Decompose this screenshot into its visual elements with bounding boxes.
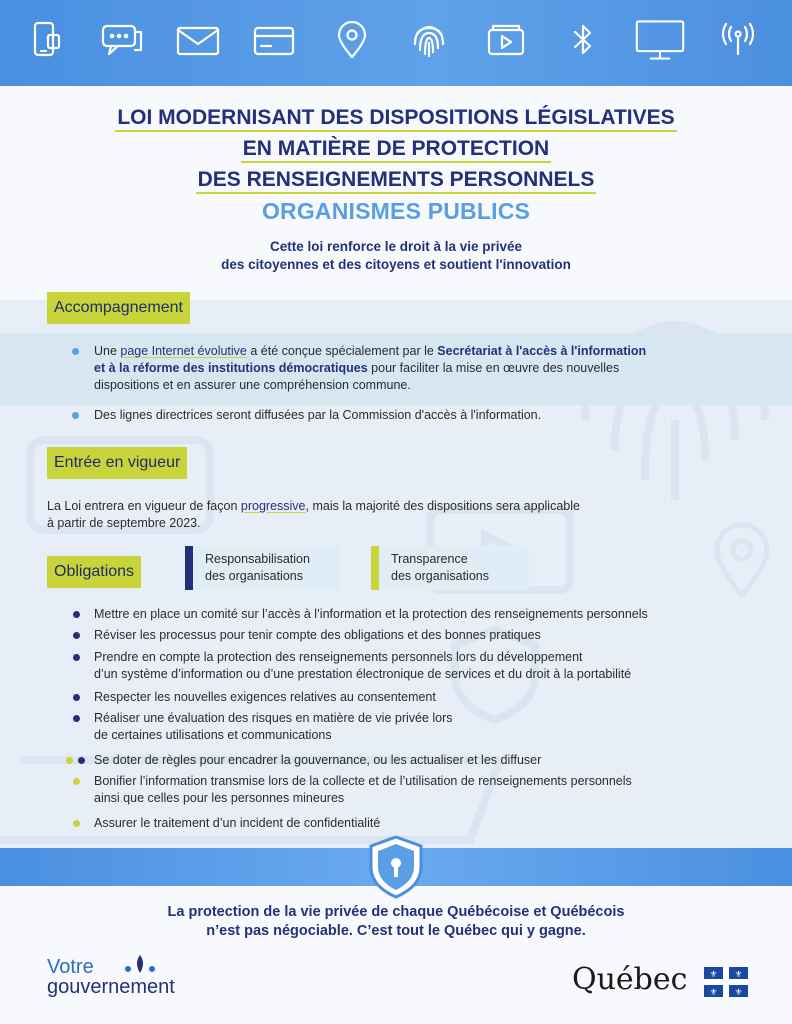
location-pin-icon	[326, 16, 378, 64]
section-label-obligations: Obligations	[47, 556, 141, 588]
bullet-dot	[72, 348, 79, 355]
list-item-text: Prendre en compte la protection des renseignements personnels lors du développement	[94, 650, 583, 664]
bullet-dot-navy	[73, 694, 80, 701]
bullet-dot	[72, 412, 79, 419]
legend-swatch-yellow	[371, 546, 379, 590]
chat-bubble-icon	[96, 16, 148, 64]
list-item-text: de certaines utilisations et communications	[94, 728, 332, 742]
list-item	[94, 710, 754, 744]
page-title	[0, 102, 792, 195]
top-icon-banner	[0, 0, 792, 86]
bullet-dot-yellow	[73, 820, 80, 827]
list-item	[94, 689, 754, 706]
legend-transparence	[371, 546, 529, 590]
list-item	[94, 773, 764, 807]
list-item-text: Bonifier l’information transmise lors de la collecte et de l’utilisation de renseignements personnels	[94, 774, 632, 788]
text-fragment: a été conçue spécialement par le	[246, 344, 438, 358]
section-label-accompagnement: Accompagnement	[47, 292, 190, 324]
title-line-1: LOI MODERNISANT DES DISPOSITIONS LÉGISLATIVES	[115, 105, 676, 132]
bullet-dot-yellow	[66, 757, 73, 764]
logo-text-votre: Votre	[47, 956, 94, 978]
list-item	[94, 343, 714, 394]
list-item-text: ainsi que celles pour les personnes mineures	[94, 791, 345, 805]
bullet-dot-navy	[73, 632, 80, 639]
svg-text:⚜: ⚜	[709, 970, 718, 980]
text-fragment: dispositions et en assurer une compréhension commune.	[94, 378, 411, 392]
title-line-2: EN MATIÈRE DE PROTECTION	[241, 136, 551, 163]
bullet-dot-navy	[78, 757, 85, 764]
logo-text-gouvernement: gouvernement	[47, 976, 175, 998]
list-item-text: Mettre en place un comité sur l’accès à l’information et la protection des renseignements personnels	[94, 607, 648, 621]
closing-line-1: La protection de la vie privée de chaque Québécoise et Québécois	[167, 904, 625, 920]
closing-statement	[0, 903, 792, 941]
list-item: Des lignes directrices seront diffusées par la Commission d'accès à l'information.	[94, 408, 542, 422]
svg-text:⚜: ⚜	[709, 988, 718, 997]
legend-text: Responsabilisation	[205, 552, 310, 566]
fleur-icon	[120, 953, 160, 982]
closing-line-2: n’est pas négociable. C’est tout le Québec qui y gagne.	[206, 923, 586, 939]
shield-lock-icon	[366, 834, 426, 905]
text-fragment: La Loi entrera en vigueur de façon	[47, 499, 241, 513]
bullet-dot-navy	[73, 715, 80, 722]
quebec-logo-wordmark: Québec	[572, 962, 688, 997]
quebec-flag-icon	[704, 967, 748, 1002]
legend-text: des organisations	[205, 569, 303, 583]
bullet-dot-yellow	[73, 778, 80, 785]
smartwatch-phone-icon	[20, 16, 72, 64]
tagline-line-2: des citoyennes et des citoyens et soutient l'innovation	[221, 257, 571, 272]
list-item	[94, 752, 754, 769]
list-item-text: Se doter de règles pour encadrer la gouvernance, ou les actualiser et les diffuser	[94, 753, 542, 767]
text-fragment: pour faciliter la mise en œuvre des nouvelles	[367, 361, 620, 375]
secretariat-name: Secrétariat à l'accès à l'information	[437, 344, 647, 358]
fingerprint-icon	[403, 16, 455, 64]
bullet-dot-navy	[73, 611, 80, 618]
page-internet-link[interactable]: page Internet évolutive	[120, 344, 247, 358]
list-item-text: Réaliser une évaluation des risques en matière de vie privée lors	[94, 711, 453, 725]
list-item-text: Réviser les processus pour tenir compte des obligations et des bonnes pratiques	[94, 628, 541, 642]
list-item	[94, 627, 754, 644]
list-item	[94, 815, 754, 832]
legend-text: Transparence	[391, 552, 468, 566]
entree-paragraph	[47, 498, 747, 532]
list-item	[94, 649, 774, 683]
title-line-3: DES RENSEIGNEMENTS PERSONNELS	[196, 167, 597, 194]
svg-text:⚜: ⚜	[734, 970, 743, 980]
monitor-icon	[634, 16, 686, 64]
bullet-dot-navy	[73, 654, 80, 661]
credit-card-icon	[248, 16, 300, 64]
video-folder-icon	[480, 16, 532, 64]
list-item-text: Respecter les nouvelles exigences relatives au consentement	[94, 690, 436, 704]
list-item-text: Assurer le traitement d’un incident de confidentialité	[94, 816, 381, 830]
text-fragment: Une	[94, 344, 121, 358]
list-item	[94, 606, 754, 623]
text-fragment: à partir de septembre 2023.	[47, 516, 201, 530]
section-label-entree-en-vigueur: Entrée en vigueur	[47, 447, 187, 479]
text-fragment: , mais la majorité des dispositions sera applicable	[305, 499, 580, 513]
pin-watermark-icon	[712, 520, 772, 605]
legend-responsabilisation	[185, 546, 340, 590]
svg-text:⚜: ⚜	[734, 988, 743, 997]
tagline-line-1: Cette loi renforce le droit à la vie privée	[269, 239, 523, 254]
envelope-icon	[172, 16, 224, 64]
tagline	[0, 238, 792, 274]
legend-swatch-navy	[185, 546, 193, 590]
secretariat-name-cont: et à la réforme des institutions démocratiques	[94, 361, 368, 375]
list-item-text: d’un système d’information ou d’une prestation électronique de services et du droit à la portabilité	[94, 667, 632, 681]
legend-text: des organisations	[391, 569, 489, 583]
bluetooth-icon	[557, 16, 609, 64]
progressive-link[interactable]: progressive	[240, 499, 306, 513]
subtitle: ORGANISMES PUBLICS	[261, 198, 531, 224]
antenna-icon	[712, 16, 764, 64]
